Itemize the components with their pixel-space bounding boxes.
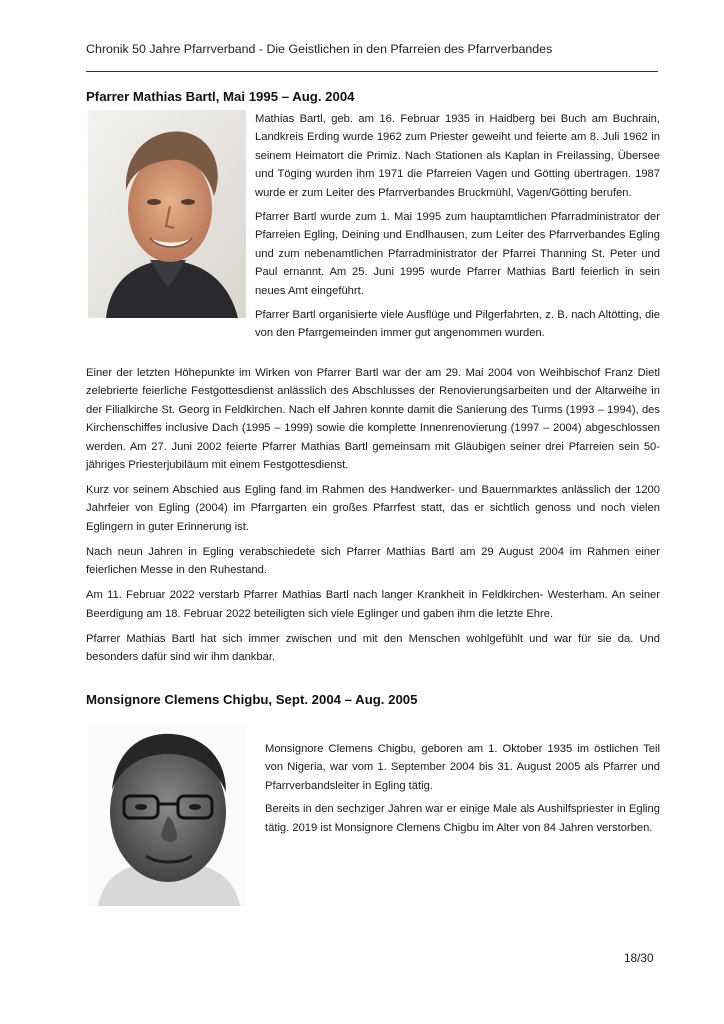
bartl-body-paragraph: Nach neun Jahren in Egling verabschiedete sich Pfarrer Mathias Bartl am 29 August 2004 im Rahmen einer feierlichen Messe in den Ruhestand. [86, 545, 660, 577]
bartl-body-paragraph: Einer der letzten Höhepunkte im Wirken von Pfarrer Bartl war der am 29. Mai 2004 von Weihbischof Franz Dietl zelebrierte feierliche Festgottesdienst anlässlich des Abschlusses der Renovierungsarbeiten und der Altarweihe in der Filialkirche St. Georg in Feldkirchen. Nach elf Jahren konnte damit die Sanierung des Turms (1993 – 1994), des Kirchenschiffes inclusive Dach (1995 – 1999) sowie die komplette Innenrenovierung (1997 – 2004) abgeschlossen werden. Am 27. Juni 2002 feierte Pfarrer Mathias Bartl gemeinsam mit Gläubigen seiner drei Pfarreien sein 50-jähriges Priesterjubiläum mit einem Festgottesdienst. [86, 367, 660, 472]
section-heading-bartl: Pfarrer Mathias Bartl, Mai 1995 – Aug. 2004 [86, 89, 355, 104]
header-divider [86, 71, 658, 72]
chigbu-paragraph: Bereits in den sechziger Jahren war er einige Male als Aushilfspriester in Egling tätig. 2019 ist Monsignore Clemens Chigbu im Alter von 84 Jahren verstorben. [265, 803, 660, 834]
portrait-photo-bartl [88, 110, 246, 318]
bartl-intro-paragraph: Pfarrer Bartl wurde zum 1. Mai 1995 zum hauptamtlichen Pfarradministrator der Pfarreien Egling, Deining und Endlhausen, zum Leiter des Pfarrverbandes Egling und zum nebenamtlichen Pfarradministrator der Pfarrei Thanning St. Peter und Paul ernannt. Am 25. Juni 1995 wurde Pfarrer Mathias Bartl feierlich in sein neues Amt eingeführt. [255, 211, 660, 297]
bartl-intro-paragraph: Pfarrer Bartl organisierte viele Ausflüge und Pilgerfahrten, z. B. nach Altötting, die von den Pfarrgemeinden immer gut angenommen wurden. [255, 309, 660, 340]
chigbu-text-column [265, 740, 660, 842]
portrait-photo-chigbu [88, 724, 246, 906]
bartl-intro-column [255, 110, 660, 349]
bartl-body-paragraph: Am 11. Februar 2022 verstarb Pfarrer Mathias Bartl nach langer Krankheit in Feldkirchen- Westerham. An seiner Beerdigung am 18. Februar 2022 beteiligten sich viele Eglinger und gaben ihm die letzte Ehre. [86, 589, 660, 620]
bartl-intro-paragraph: Mathias Bartl, geb. am 16. Februar 1935 in Haidberg bei Buch am Buchrain, Landkreis Erding wurde 1962 zum Priester geweiht und feierte am 8. Juli 1962 in seinem Heimatort die Primiz. Nach Stationen als Kaplan in Freilassing, Übersee und Töging wurden ihm 1971 die Pfarreien Vagen und Götting übertragen. 1987 wurde er zum Leiter des Pfarrverbandes Bruckmühl, Vagen/Götting berufen. [255, 113, 660, 199]
bartl-body-paragraph: Pfarrer Mathias Bartl hat sich immer zwischen und mit den Menschen wohlgefühlt und war für sie da. Und besonders dafür sind wir ihm dankbar. [86, 632, 660, 664]
running-header: Chronik 50 Jahre Pfarrverband - Die Geistlichen in den Pfarreien des Pfarrverbandes [86, 42, 553, 56]
bartl-body-text [86, 364, 660, 673]
section-heading-chigbu: Monsignore Clemens Chigbu, Sept. 2004 – Aug. 2005 [86, 692, 418, 707]
bartl-body-paragraph: Kurz vor seinem Abschied aus Egling fand im Rahmen des Handwerker- und Bauernmarktes anlässlich der 1200 Jahrfeier von Egling (2004) im Pfarrgarten ein großes Pfarrfest statt, das er sichtlich genoss und noch vielen Eglingern in guter Erinnerung ist. [86, 484, 660, 533]
chigbu-paragraph: Monsignore Clemens Chigbu, geboren am 1. Oktober 1935 im östlichen Teil von Nigeria, war vom 1. September 2004 bis 31. August 2005 als Pfarrer und Pfarrverbandsleiter in Egling tätig. [265, 743, 660, 792]
page-number: 18/30 [624, 951, 654, 965]
